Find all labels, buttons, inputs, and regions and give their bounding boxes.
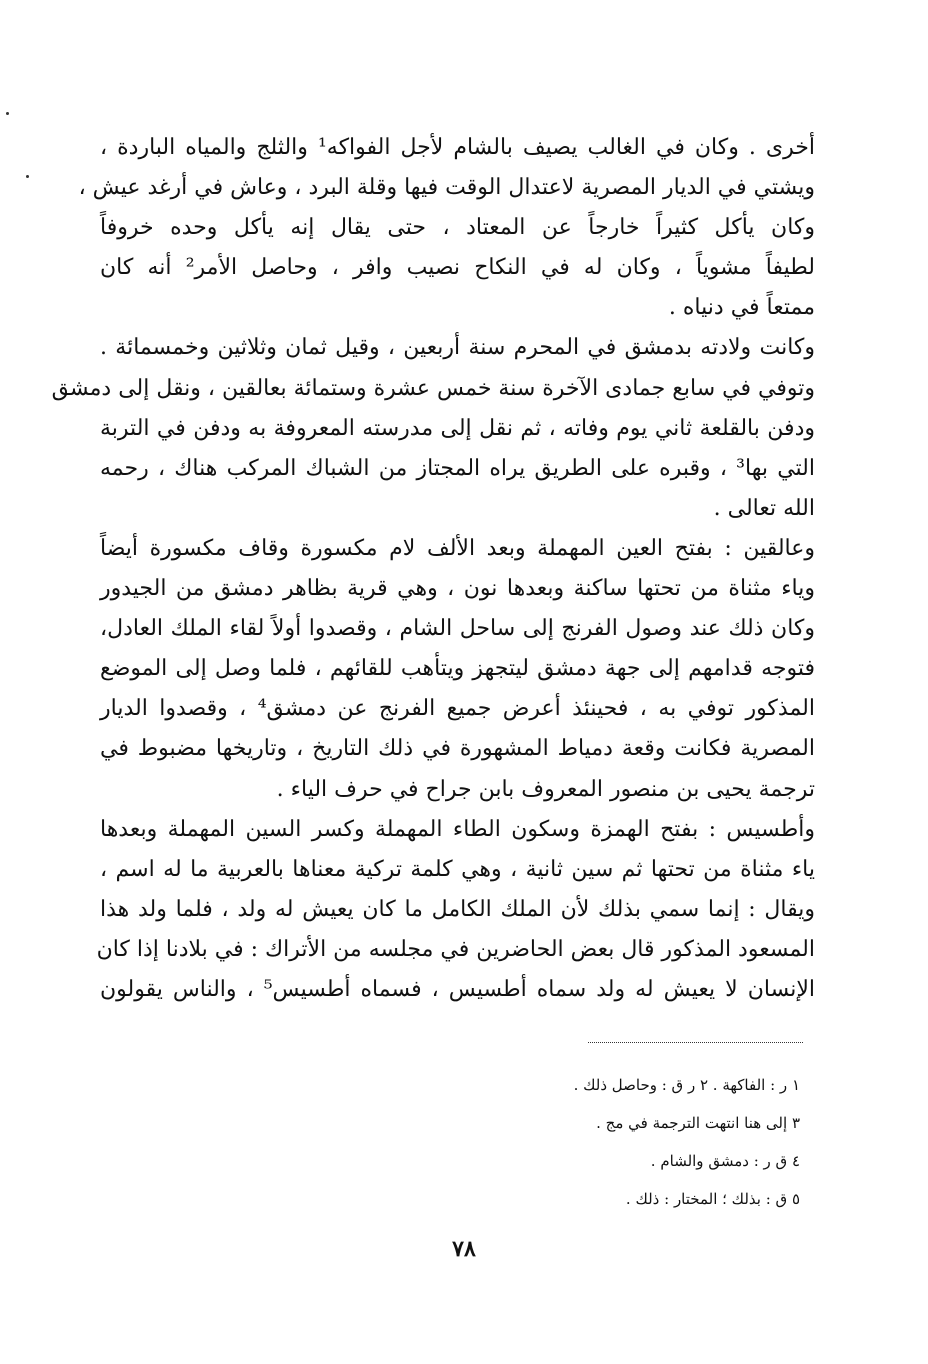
text-line: أخرى . وكان في الغالب يصيف بالشام لأجل الفواكه¹ والثلج والمياه الباردة ، (100, 135, 815, 160)
text-line: ويشتي في الديار المصرية لاعتدال الوقت فيها وقلة البرد ، وعاش في أرغد عيش ، (78, 175, 815, 201)
footnote: ٤ ق ر : دمشق والشام . (650, 1152, 800, 1170)
page-number: ٧٨ (452, 1236, 476, 1262)
footnotes (300, 1066, 800, 1218)
text-line: ممتعاً في دنياه . (668, 295, 815, 321)
footnote: ١ ر : الفاكهة . ٢ ر ق : وحاصل ذلك . (573, 1076, 800, 1094)
text-line: وعالقين : بفتح العين المهملة وبعد الألف لام مكسورة وقاف مكسورة أيضاً (100, 535, 815, 561)
text-line: الله تعالى . (713, 495, 815, 521)
text-line: المذكور توفي به ، فحينئذ أعرض جميع الفرنج عن دمشق⁴ ، وقصدوا الديار (100, 696, 815, 722)
text-line: وكانت ولادته بدمشق في المحرم سنة أربعين ، وقيل ثمان وثلاثين وخمسمائة . (100, 335, 815, 361)
footnote: ٣ إلى هنا انتهت الترجمة في مج . (596, 1114, 800, 1132)
footnote: ٥ ق : بذلك ؛ المختار : ذلك . (625, 1190, 800, 1208)
text-line: ترجمة يحيى بن منصور المعروف بابن جراح في حرف الياء . (276, 776, 815, 802)
scan-speck (26, 175, 29, 178)
text-line: المصرية فكانت وقعة دمياط المشهورة في ذلك التاريخ ، وتاريخها مضبوط في (100, 736, 815, 762)
main-text (51, 128, 815, 1010)
text-line: الإنسان لا يعيش له ولد سماه أطسيس ، فسماه أطسيس⁵ ، والناس يقولون (100, 976, 815, 1002)
text-line: ويقال : إنما سمي بذلك لأن الملك الكامل ما كان يعيش له ولد ، فلما ولد هذا (100, 896, 815, 922)
text-line: فتوجه قدامهم إلى جهة دمشق ليتجهز ويتأهب للقائهم ، فلما وصل إلى الموضع (100, 656, 815, 682)
text-line: وكان ذلك عند وصول الفرنج إلى ساحل الشام ، وقصدوا أولاً لقاء الملك العادل، (100, 616, 815, 642)
text-line: التي بها³ ، وقبره على الطريق يراه المجتاز من الشباك المركب هناك ، رحمه (100, 455, 815, 481)
scan-speck (6, 112, 9, 115)
text-line: ياء مثناة من تحتها ثم سين ثانية ، وهي كلمة تركية معناها بالعربية ما له اسم ، (100, 856, 815, 882)
text-line: المسعود المذكور قال بعض الحاضرين في مجلسه من الأتراك : في بلادنا إذا كان (96, 936, 815, 962)
text-line: وتوفي في سابع جمادى الآخرة سنة خمس عشرة وستمائة بعالقين ، ونقل إلى دمشق (51, 375, 815, 401)
footnote-divider (588, 1042, 803, 1043)
text-line: وكان يأكل كثيراً خارجاً عن المعتاد ، حتى يقال إنه يأكل وحده خروفاً (100, 215, 815, 241)
text-line: وأطسيس : بفتح الهمزة وسكون الطاء المهملة وكسر السين المهملة وبعدها (100, 816, 815, 842)
text-line: ودفن بالقلعة ثاني يوم وفاته ، ثم نقل إلى مدرسته المعروفة به ودفن في التربة (100, 415, 815, 441)
text-line: وياء مثناة من تحتها ساكنة وبعدها نون ، وهي قرية بظاهر دمشق من الجيدور (100, 576, 815, 602)
text-line: لطيفاً مشوياً ، وكان له في النكاح نصيب وافر ، وحاصل الأمر² أنه كان (100, 255, 815, 281)
